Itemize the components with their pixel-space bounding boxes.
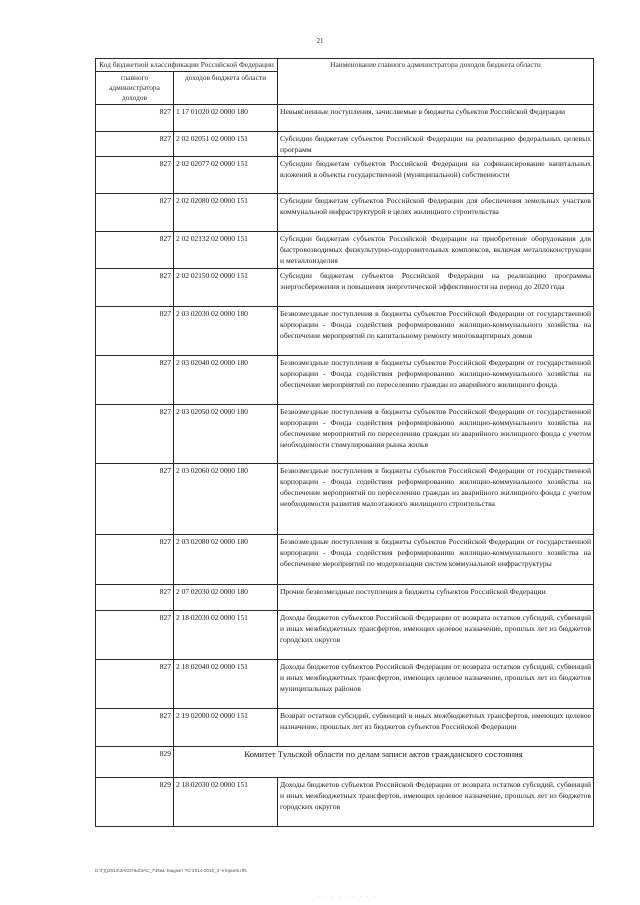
table-row (96, 405, 594, 464)
revenue-name-cell: Доходы бюджетов субъектов Российской Федерации от возврата остатков субсидий, субвенций и иных межбюджетных трансфертов, имеющих целевое назначение, прошлых лет из бюджетов муниципальных районов (278, 660, 594, 709)
revenue-code-cell: 2 18 02030 02 0000 151 (174, 778, 278, 827)
revenue-code-cell: 2 03 02040 02 0000 180 (174, 356, 278, 405)
revenue-name-cell: Субсидии бюджетам субъектов Российской Федерации на софинансирование капитальных вложений в объекты государственной (муниципальной) собственности (278, 157, 594, 194)
admin-code-cell: 827 (96, 405, 174, 464)
admin-code-cell: 827 (96, 232, 174, 269)
administrator-name-cell: Комитет Тульской области по делам записи актов гражданского состояния (174, 747, 594, 778)
revenue-name-cell: Безвозмездные поступления в бюджеты субъектов Российской Федерации от государственной корпорации - Фонда содействия реформированию жилищно-коммунального хозяйства на обеспечение мероприятий по переселению граждан из аварийного жилищного фонда с учетом необходимости развития малоэтажного жилищного строительства (278, 464, 594, 535)
table-row (96, 356, 594, 405)
code-column-header: доходов бюджета области (174, 72, 278, 105)
name-column-header: Наименование главного администратора доходов бюджета области (278, 59, 594, 105)
file-path-footer: D:\Г)()2014\ЗАКОНЫ\ЗАС_7\Изм. Бюджет ТО 2014-2016_3 чт\прил5.rtfs (95, 868, 247, 873)
admin-code-cell: 827 (96, 194, 174, 232)
table-row (96, 194, 594, 232)
table-row (96, 105, 594, 132)
table-row (96, 232, 594, 269)
admin-code-cell: 827 (96, 464, 174, 535)
revenue-code-cell: 2 03 02080 02 0000 180 (174, 535, 278, 585)
table-row (96, 660, 594, 709)
administrator-group-row (96, 747, 594, 778)
table-row (96, 611, 594, 660)
revenue-code-cell: 2 18 02040 02 0000 151 (174, 660, 278, 709)
scan-artifact-dots: · · · · · · · · · (318, 895, 377, 900)
page-number: 21 (316, 37, 324, 45)
revenue-name-cell: Невыясненные поступления, зачисляемые в бюджеты субъектов Российской Федерации (278, 105, 594, 132)
revenue-code-cell: 2 19 02000 02 0000 151 (174, 709, 278, 747)
revenue-code-cell: 1 17 01020 02 0000 180 (174, 105, 278, 132)
revenue-code-cell: 2 07 02030 02 0000 180 (174, 585, 278, 611)
revenue-code-cell: 2 02 02077 02 0000 151 (174, 157, 278, 194)
revenue-code-cell: 2 03 02060 02 0000 180 (174, 464, 278, 535)
admin-code-cell: 827 (96, 269, 174, 307)
revenue-name-cell: Безвозмездные поступления в бюджеты субъектов Российской Федерации от государственной корпорации - Фонда содействия реформированию жилищно-коммунального хозяйства на обеспечение мероприятий по модернизации систем коммунальной инфраструктуры (278, 535, 594, 585)
admin-code-cell: 827 (96, 611, 174, 660)
admin-code-cell: 827 (96, 157, 174, 194)
admin-code-cell: 827 (96, 660, 174, 709)
revenue-name-cell: Субсидии бюджетам субъектов Российской Федерации на приобретение оборудования для быстровозводимых физкультурно-оздоровительных комплексов, включая металлоконструкции и металлоизделия (278, 232, 594, 269)
admin-code-cell: 827 (96, 356, 174, 405)
revenue-code-cell: 2 03 02050 02 0000 180 (174, 405, 278, 464)
classification-header: Код бюджетной классификации Российской Федерации (96, 59, 278, 72)
table-row (96, 585, 594, 611)
revenue-name-cell: Возврат остатков субсидий, субвенций и иных межбюджетных трансфертов, имеющих целевое назначение, прошлых лет из бюджетов субъектов Российской Федерации (278, 709, 594, 747)
revenue-code-cell: 2 02 02132 02 0000 151 (174, 232, 278, 269)
admin-code-cell: 827 (96, 105, 174, 132)
revenue-name-cell: Прочие безвозмездные поступления в бюджеты субъектов Российской Федерации (278, 585, 594, 611)
revenue-code-cell: 2 18 02030 02 0000 151 (174, 611, 278, 660)
group-admin-code-cell: 829 (96, 747, 174, 778)
table-row (96, 464, 594, 535)
revenue-name-cell: Субсидии бюджетам субъектов Российской Федерации на реализацию программы энергосбережения и повышения энергетической эффективности на период до 2020 года (278, 269, 594, 307)
revenue-name-cell: Безвозмездные поступления в бюджеты субъектов Российской Федерации от государственной корпорации - Фонда содействия реформированию жилищно-коммунального хозяйства на обеспечение мероприятий по капитальному ремонту многоквартирных домов (278, 307, 594, 356)
table-row (96, 269, 594, 307)
admin-code-cell: 827 (96, 307, 174, 356)
revenue-code-cell: 2 02 02080 02 0000 151 (174, 194, 278, 232)
revenue-name-cell: Безвозмездные поступления в бюджеты субъектов Российской Федерации от государственной корпорации - Фонда содействия реформированию жилищно-коммунального хозяйства на обеспечение мероприятий по переселению граждан из аварийного жилищного фонда с учетом необходимости стимулирования рынка жилья (278, 405, 594, 464)
revenue-code-cell: 2 02 02051 02 0000 151 (174, 132, 278, 157)
revenue-name-cell: Безвозмездные поступления в бюджеты субъектов Российской Федерации от государственной корпорации - Фонда содействия реформированию жилищно-коммунального хозяйства на обеспечение мероприятий по переселению граждан из аварийного жилищного фонда (278, 356, 594, 405)
revenue-name-cell: Субсидии бюджетам субъектов Российской Федерации для обеспечения земельных участков коммунальной инфраструктурой в целях жилищного строительства (278, 194, 594, 232)
admin-code-cell: 829 (96, 778, 174, 827)
table-row (96, 132, 594, 157)
revenue-code-cell: 2 02 02150 02 0000 151 (174, 269, 278, 307)
table-row (96, 157, 594, 194)
table-row (96, 709, 594, 747)
admin-code-cell: 827 (96, 585, 174, 611)
revenue-name-cell: Субсидии бюджетам субъектов Российской Федерации на реализацию федеральных целевых программ (278, 132, 594, 157)
table-row (96, 778, 594, 827)
admin-code-cell: 827 (96, 132, 174, 157)
table-row (96, 307, 594, 356)
revenue-code-cell: 2 03 02030 02 0000 180 (174, 307, 278, 356)
revenue-administrators-table (95, 58, 594, 827)
admin-code-cell: 827 (96, 535, 174, 585)
table-row (96, 535, 594, 585)
revenue-name-cell: Доходы бюджетов субъектов Российской Федерации от возврата остатков субсидий, субвенций и иных межбюджетных трансфертов, имеющих целевое назначение, прошлых лет из бюджетов городских округов (278, 778, 594, 827)
admin-code-cell: 827 (96, 709, 174, 747)
revenue-name-cell: Доходы бюджетов субъектов Российской Федерации от возврата остатков субсидий, субвенций и иных межбюджетных трансфертов, имеющих целевое назначение, прошлых лет из бюджетов городских округов (278, 611, 594, 660)
admin-column-header: главного администратора доходов (96, 72, 174, 105)
